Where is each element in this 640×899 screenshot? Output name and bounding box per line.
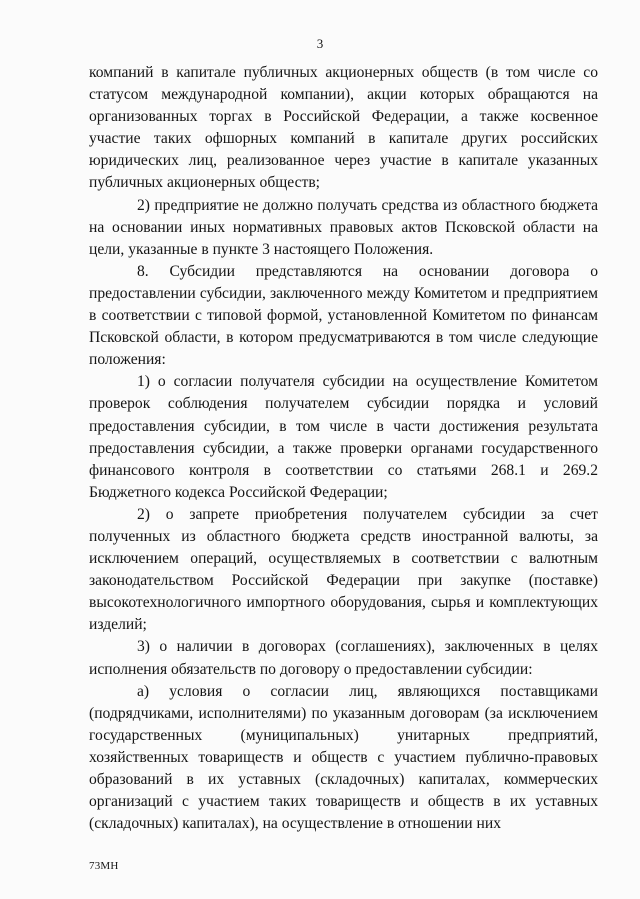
document-code: 73МН xyxy=(89,860,119,872)
paragraph-continuation: компаний в капитале публичных акционерных обществ (в том числе со статусом международной компании), акции которых обращаются на организованных торгах в Российской Федерации, а также косвенное участие таких офшорных компаний в капитале других российских юридических лиц, реализованное через участие в капитале указанных публичных акционерных обществ; xyxy=(89,64,598,192)
paragraph-item-2: 2) предприятие не должно получать средства из областного бюджета на основании иных нормативных правовых актов Псковской области на цели, указанные в пункте 3 настоящего Положения. xyxy=(89,196,598,258)
paragraph-item-3: 3) о наличии в договорах (соглашениях), заключенных в целях исполнения обязательств по договору о предоставлении субсидии: xyxy=(89,638,598,678)
paragraph-item-2-foreign-currency: 2) о запрете приобретения получателем субсидии за счет полученных из областного бюджета средств иностранной валюты, за исключением операций, осуществляемых в соответствии с валютным законодательством Российской Федерации при закупке (поставке) высокотехнологичного импортного оборудования, сырья и комплектующих изделий; xyxy=(89,505,598,634)
paragraph-subitem-a: а) условия о согласии лиц, являющихся поставщиками (подрядчиками, исполнителями) по указанным договорам (за исключением государственных (муниципальных) унитарных предприятий, хозяйственных товариществ и обществ с участием публично-правовых образований в их уставных (складочных) капиталах, коммерческих организаций с участием таких товариществ и обществ в их уставных (складочных) капиталах), на осуществление в отношении них xyxy=(89,682,598,833)
page-number: 3 xyxy=(316,36,324,51)
document-body xyxy=(89,62,598,835)
paragraph-clause-8: 8. Субсидии представляются на основании договора о предоставлении субсидии, заключенного между Комитетом и предприятием в соответствии с типовой формой, установленной Комитетом по финансам Псковской области, в котором предусматриваются в том числе следующие положения: xyxy=(89,262,598,369)
paragraph-item-1: 1) о согласии получателя субсидии на осуществление Комитетом проверок соблюдения получателем субсидии порядка и условий предоставления субсидии, в том числе в части достижения результата предоставления субсидии, а также проверки органами государственного финансового контроля в соответствии со статьями 268.1 и 269.2 Бюджетного кодекса Российской Федерации; xyxy=(89,373,598,501)
